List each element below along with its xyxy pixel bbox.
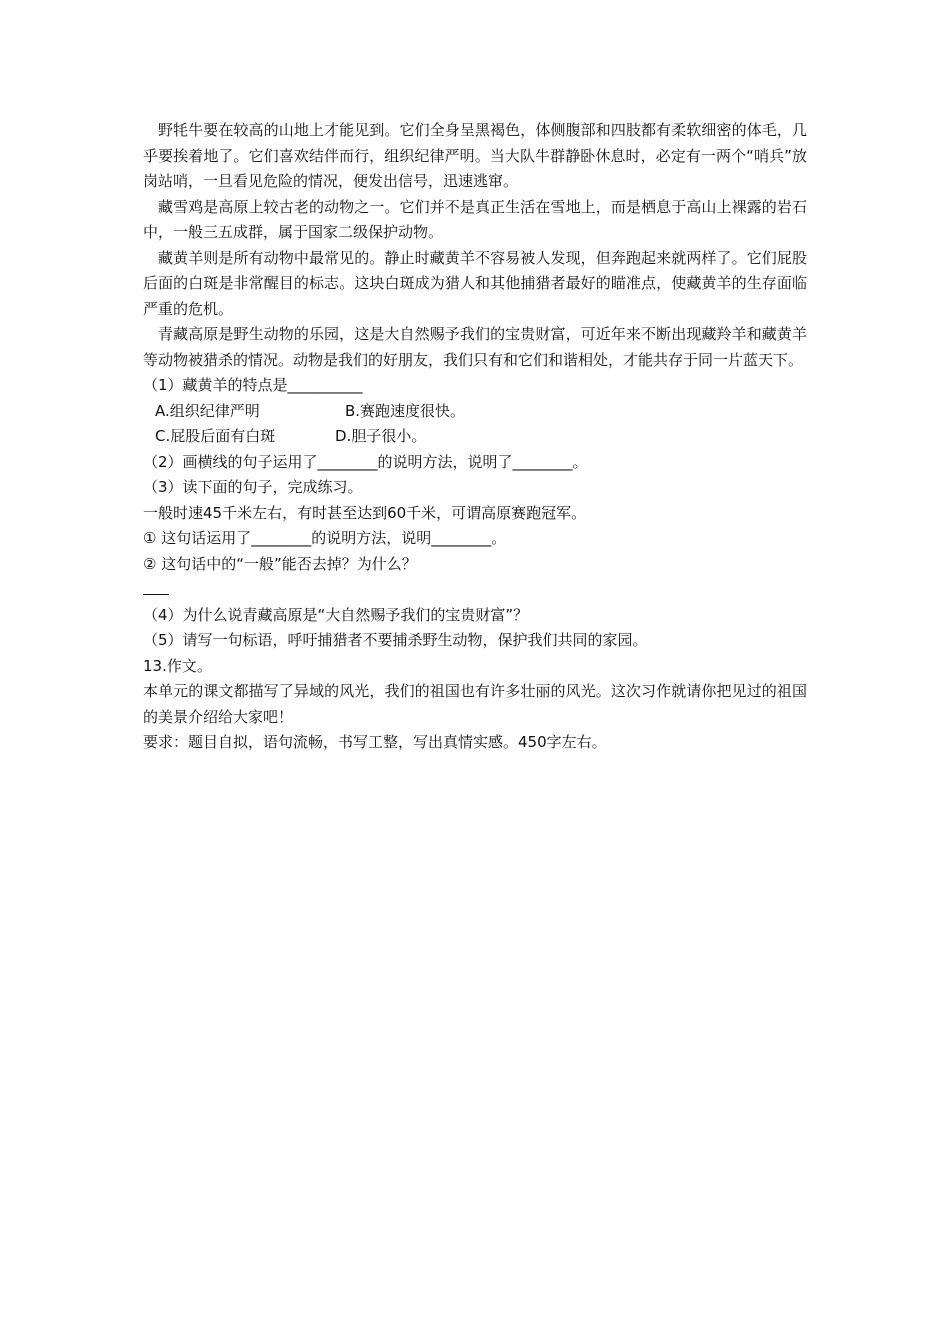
passage-paragraph-gazelle: 藏黄羊则是所有动物中最常见的。静止时藏黄羊不容易被人发现，但奔跑起来就两样了。它们屁股后面的白斑是非常醒目的标志。这块白斑成为猎人和其他捕猎者最好的瞄准点，使藏黄羊的生存面临严重的危机。 [143,248,807,318]
question-3-sub-2: ② 这句话中的“一般”能否去掉？为什么？ [143,554,417,573]
passage-paragraph-plateau: 青藏高原是野生动物的乐园，这是大自然赐予我们的宝贵财富，可近年来不断出现藏羚羊和藏黄羊等动物被猎杀的情况。动物是我们的好朋友，我们只有和它们和谐相处，才能共存于同一片蓝天下。 [143,325,807,369]
question-3-sub-1: ① 这句话运用了________的说明方法，说明________。 [143,529,507,547]
question-1-option-b: B.赛跑速度很快。 [345,401,466,420]
question-1-stem: （1）藏黄羊的特点是__________ [143,376,363,394]
question-1-options-row-1 [143,399,807,425]
question-3-stem: （3）读下面的句子，完成练习。 [143,478,363,496]
answer-underline [143,594,169,595]
question-5: （5）请写一句标语，呼吁捕猎者不要捕杀野生动物，保护我们共同的家园。 [143,631,648,649]
composition-requirement: 要求：题目自拟，语句流畅，书写工整，写出真情实感。450字左右。 [143,733,607,751]
question-1-option-c: C.屁股后面有白斑 [155,427,276,445]
question-1-option-d: D.胆子很小。 [335,427,427,445]
question-1-options-row-2 [143,424,807,450]
document-content [143,118,807,756]
composition-title: 13.作文。 [143,656,212,675]
question-4: （4）为什么说青藏高原是“大自然赐予我们的宝贵财富”？ [143,605,529,624]
composition-prompt: 本单元的课文都描写了异域的风光，我们的祖国也有许多壮丽的风光。这次习作就请你把见过的祖国的美景介绍给大家吧！ [143,682,807,726]
passage-paragraph-yak: 野牦牛要在较高的山地上才能见到。它们全身呈黑褐色，体侧腹部和四肢都有柔软细密的体毛，几乎要挨着地了。它们喜欢结伴而行，组织纪律严明。当大队牛群静卧休息时，必定有一两个“哨兵”放岗站哨，一旦看见危险的情况，便发出信号，迅速逃窜。 [143,121,807,190]
answer-blank-line [143,577,807,603]
question-2: （2）画横线的句子运用了________的说明方法，说明了________。 [143,452,588,471]
question-1-option-a: A.组织纪律严明 [155,401,260,420]
question-3-sentence: 一般时速45千米左右，有时甚至达到60千米，可谓高原赛跑冠军。 [143,503,587,522]
passage-paragraph-snowcock: 藏雪鸡是高原上较古老的动物之一。它们并不是真正生活在雪地上，而是栖息于高山上裸露的岩石中，一般三五成群，属于国家二级保护动物。 [143,197,807,241]
